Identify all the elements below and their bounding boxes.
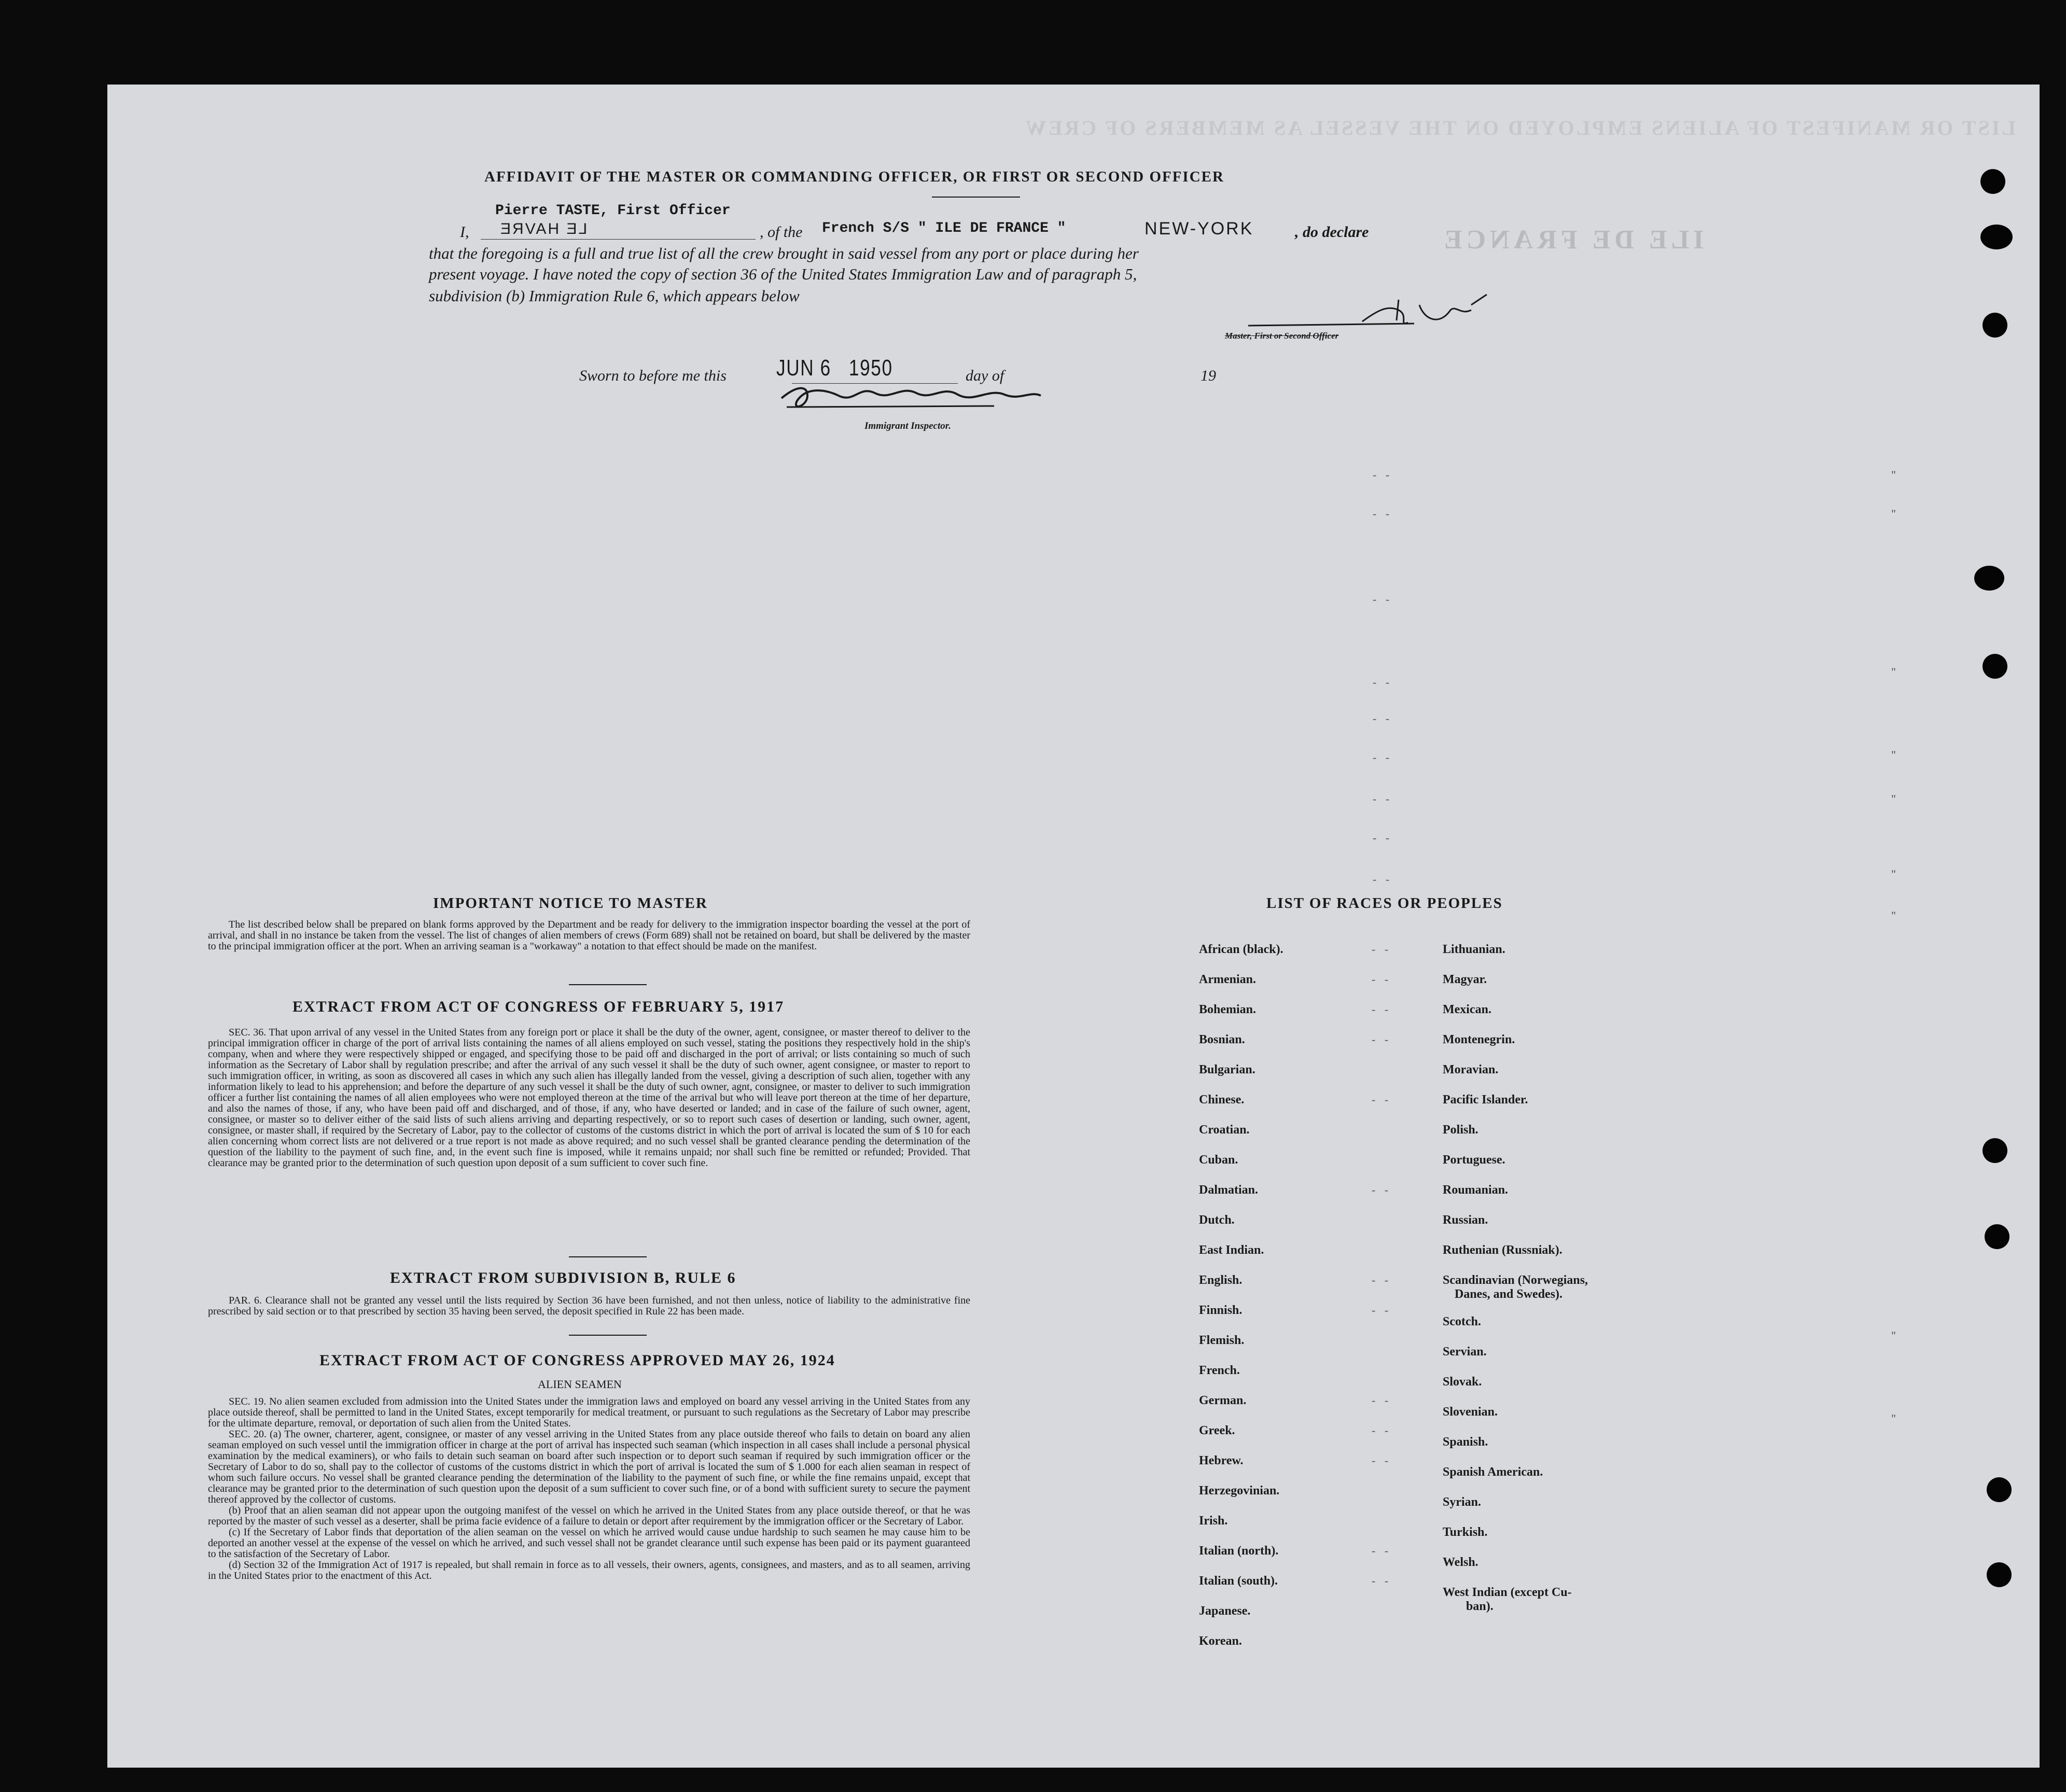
race-dash: - - (1372, 1394, 1392, 1407)
race-dash: - - (1372, 1003, 1392, 1016)
race-entry: Bulgarian. (1199, 1063, 1255, 1076)
race-entry: Korean. (1199, 1634, 1242, 1648)
declaration-i: I, (460, 223, 469, 241)
row-tick: " (1891, 507, 1896, 520)
date-stamp: JUN 6 1950 (776, 355, 893, 381)
race-entry: Turkish. (1443, 1525, 1488, 1539)
affidavit-title: AFFIDAVIT OF THE MASTER OR COMMANDING OFFICER, OR FIRST OR SECOND OFFICER (484, 169, 1224, 185)
race-entry: Italian (south). (1199, 1574, 1278, 1588)
race-entry: Magyar. (1443, 973, 1487, 986)
race-entry: Dalmatian. (1199, 1183, 1258, 1197)
binder-hole (1980, 169, 2005, 194)
row-tick: " (1891, 909, 1896, 922)
extract-rule6-title: EXTRACT FROM SUBDIVISION B, RULE 6 (390, 1269, 736, 1286)
race-entry: Portuguese. (1443, 1153, 1505, 1167)
race-entry: Lithuanian. (1443, 943, 1505, 956)
bleed-through-ship-name: ILE DE FRANCE (1440, 225, 1704, 255)
row-tick: " (1891, 1412, 1896, 1425)
row-mark: - - (1373, 468, 1393, 481)
row-tick: " (1891, 1329, 1896, 1342)
declaration-line-3: subdivision (b) Immigration Rule 6, which appears below (429, 287, 800, 305)
extract-rule6-paragraph: PAR. 6. Clearance shall not be granted any vessel until the lists required by Section 36 have been furnished, and not then unless, notice of liability to the administrative fine prescribed by said section or to that prescribed by section 35 having been served, the deposit specified in Rule 22 has been made. (208, 1295, 970, 1317)
extract-1917-title: EXTRACT FROM ACT OF CONGRESS OF FEBRUARY 5, 1917 (292, 998, 785, 1015)
port-stamp: LE HAVRE (499, 220, 588, 237)
declaration-of-the: , of the (760, 223, 803, 241)
row-mark: - - (1373, 676, 1393, 689)
race-entry: Servian. (1443, 1345, 1487, 1359)
day-of-text: day of (966, 367, 1004, 384)
race-entry: French. (1199, 1364, 1240, 1377)
race-entry: East Indian. (1199, 1243, 1264, 1257)
extract-1924-title: EXTRACT FROM ACT OF CONGRESS APPROVED MAY 26, 1924 (319, 1352, 835, 1369)
binder-hole (1980, 225, 2013, 249)
race-entry: Dutch. (1199, 1213, 1235, 1227)
declaration-line-1: that the foregoing is a full and true list of all the crew brought in said vessel from any port or place during her (429, 244, 1139, 262)
binder-hole (1983, 313, 2007, 338)
binder-hole (1987, 1562, 2012, 1587)
race-entry: Montenegrin. (1443, 1033, 1515, 1046)
race-entry: Bosnian. (1199, 1033, 1245, 1046)
race-entry: Slovak. (1443, 1375, 1482, 1389)
document-page (107, 85, 2040, 1768)
notice-title: IMPORTANT NOTICE TO MASTER (433, 895, 708, 912)
race-entry: African (black). (1199, 943, 1283, 956)
race-dash: - - (1372, 1093, 1392, 1106)
affidavit-rule (932, 197, 1020, 198)
race-dash: - - (1372, 1033, 1392, 1046)
race-dash: - - (1372, 973, 1392, 986)
race-entry: Ruthenian (Russniak). (1443, 1243, 1562, 1257)
race-entry: Flemish. (1199, 1334, 1245, 1347)
extract-1924-paragraph: SEC. 20. (a) The owner, charterer, agent, consignee, or master of any vessel arriving in the United States from any place outside thereof who fails to detain on board any alien seaman employed on such vessel until the immigration officer in charge at the port of arrival has inspected such seaman (which inspection in all cases shall include a personal physical examination by the medical examiners), or who fails to detain such seaman on board after such inspection or to deport such seaman if required by such immigration officer or the Secretary of Labor to do so, shall pay to the collector of customs of the customs district in which the port of arrival is located the sum of $ 1.000 for each alien seaman in respect of whom such failure occurs. No vessel shall be granted clearance pending the determination of the liability to the payment of such fine, or while the fine remains unpaid, except that clearance may be granted prior to the determination of such question upon the deposit of a sum sufficient to cover such fine, or of a bond with sufficient surety to secure the payment thereof approved by the collector of customs. (208, 1429, 970, 1505)
binder-hole (1983, 654, 2007, 679)
extract-1924-paragraph: (d) Section 32 of the Immigration Act of 1917 is repealed, but shall remain in force as to all vessels, their owners, agents, consignees, and masters, and as to all seamen, arriving in the United States prior to the enactment of this Act. (208, 1559, 970, 1581)
race-entry: Spanish. (1443, 1435, 1488, 1449)
race-entry: Japanese. (1199, 1604, 1251, 1618)
inspector-caption: Immigrant Inspector. (864, 421, 951, 431)
race-entry: Italian (north). (1199, 1544, 1279, 1558)
race-entry: Mexican. (1443, 1003, 1491, 1016)
race-dash: - - (1372, 1544, 1392, 1557)
binder-hole (1983, 1138, 2007, 1163)
race-entry: Herzegovinian. (1199, 1484, 1280, 1497)
row-mark: - - (1373, 712, 1393, 725)
notice-paragraph: The list described below shall be prepared on blank forms approved by the Department and be ready for delivery to the immigration inspector boarding the vessel at the port of arrival, and shall in no instance be taken from the vessel. The list of changes of alien members of crews (Form 689) shall not be retained on board, but shall be delivered by the master to the principal immigration officer at the port. When an arriving seaman is a "workaway" a notation to that effect should be made on the manifest. (208, 919, 970, 952)
row-mark: - - (1373, 873, 1393, 886)
race-entry: Spanish American. (1443, 1465, 1543, 1479)
race-entry: Moravian. (1443, 1063, 1499, 1076)
extract-1917-paragraph: SEC. 36. That upon arrival of any vessel in the United States from any foreign port or place it shall be the duty of the owner, agent, consignee, or master thereof to deliver to the principal immigration officer in charge of the port of arrival lists containing the names of all aliens employed on such vessel, stating the positions they respectively hold in the ship's company, when and where they were respectively shipped or engaged, and specifying those to be paid off and discharged in the port of arrival; or lists containing so much of such information as the Secretary of Labor shall by regulation prescribe; and after the arrival of any such vessel it shall be the duty of such owner, agent consignee, or master to report to such immigration officer, in writing, as soon as discovered all cases in which any such alien has illegally landed from the vessel, giving a description of such alien, together with any information likely to lead to his apprehension; and before the departure of any such vessel it shall be the duty of such owner, agnt, consignee, or master to deliver to such immigration officer a further list containing the names of all alien employees who were not employed thereon at the time of the arrival but who will leave port thereon at the time of her departure, and also the names of those, if any, who have been paid off and discharged, and of those, if any, who have deserted or landed; and in case of the failure of such owner, agent, consignee, or master so to deliver either of the said lists of such aliens arriving and departing respectively, or so to report such cases of desertion or landing, such owner, agent, consignee, or master shall, if required by the Secretary of Labor, pay to the collector of customs of the customs district in which the port of arrival is located the sum of $ 10 for each alien concerning whom correct lists are not delivered or a true report is not made as above required; and no such vessel shall be granted clearance pending the determination of the question of the liability to the payment of such fine, and, in the event such fine is imposed, while it remains unpaid; nor shall such fine be remitted or refunded; Provided. That clearance may be granted prior to the determination of such question upon deposit of a sum sufficient to cover such fine. (208, 1027, 970, 1169)
race-entry: Polish. (1443, 1123, 1478, 1137)
row-tick: " (1891, 867, 1896, 880)
notice-body (208, 919, 970, 952)
race-entry: ban). (1466, 1600, 1493, 1613)
row-mark: - - (1373, 507, 1393, 520)
race-entry: Pacific Islander. (1443, 1093, 1528, 1107)
binder-hole (1985, 1224, 2009, 1249)
extract-1917-body (208, 1027, 970, 1169)
extract-1924-subtitle: ALIEN SEAMEN (538, 1378, 622, 1391)
binder-hole (1987, 1477, 2012, 1502)
race-entry: Scandinavian (Norwegians, (1443, 1273, 1588, 1287)
race-entry: Finnish. (1199, 1304, 1243, 1317)
row-mark: - - (1373, 792, 1393, 805)
race-dash: - - (1372, 1424, 1392, 1437)
race-entry: Greek. (1199, 1424, 1235, 1437)
declaration-line-2: present voyage. I have noted the copy of section 36 of the United States Immigration Law and of paragraph 5, (429, 265, 1137, 283)
race-entry: Chinese. (1199, 1093, 1245, 1107)
row-mark: - - (1373, 831, 1393, 844)
destination-stamp: NEW-YORK (1144, 219, 1254, 239)
extract-1924-paragraph: (b) Proof that an alien seaman did not appear upon the outgoing manifest of the vessel on which he arrived in the United States from any place outside thereof, or that he was reported by the master of such vessel as a deserter, shall be prima facie evidence of a failure to detain or deport after requirement by the immigration officer or the Secretary of Labor. (208, 1505, 970, 1527)
extract-1924-body (208, 1396, 970, 1581)
race-entry: Danes, and Swedes). (1455, 1287, 1563, 1301)
officer-typed: Pierre TASTE, First Officer (495, 203, 731, 219)
race-entry: Irish. (1199, 1514, 1228, 1528)
port-blank-line (481, 239, 756, 240)
declaration-do-declare: , do declare (1295, 223, 1369, 241)
race-entry: West Indian (except Cu- (1443, 1586, 1572, 1599)
race-dash: - - (1372, 1574, 1392, 1587)
race-entry: Russian. (1443, 1213, 1488, 1227)
race-entry: Roumanian. (1443, 1183, 1509, 1197)
race-entry: Hebrew. (1199, 1454, 1244, 1467)
race-dash: - - (1372, 1304, 1392, 1317)
race-entry: Cuban. (1199, 1153, 1238, 1167)
inspector-signature (776, 375, 1067, 422)
row-tick: " (1891, 468, 1896, 481)
race-entry: Croatian. (1199, 1123, 1250, 1137)
race-dash: - - (1372, 1273, 1392, 1286)
year-prefix: 19 (1200, 367, 1216, 384)
row-mark: - - (1373, 593, 1393, 606)
bleed-through-header: LIST OR MANIFEST OF ALIENS EMPLOYED ON THE VESSEL AS MEMBERS OF CREW (1023, 116, 2016, 139)
race-dash: - - (1372, 1454, 1392, 1467)
races-title: LIST OF RACES OR PEOPLES (1266, 895, 1503, 912)
race-entry: Slovenian. (1443, 1405, 1498, 1419)
race-entry: Armenian. (1199, 973, 1256, 986)
sworn-text: Sworn to before me this (579, 367, 727, 384)
row-tick: " (1891, 665, 1896, 678)
row-tick: " (1891, 792, 1896, 805)
signature-caption: Master, First or Second Officer (1225, 331, 1339, 341)
row-mark: - - (1373, 751, 1393, 764)
race-entry: Bohemian. (1199, 1003, 1257, 1016)
section-rule (569, 984, 647, 985)
row-tick: " (1891, 748, 1896, 761)
vessel-typed: French S/S " ILE DE FRANCE " (822, 220, 1066, 236)
section-rule (569, 1335, 647, 1336)
race-entry: Welsh. (1443, 1556, 1478, 1569)
race-dash: - - (1372, 943, 1392, 956)
race-entry: Scotch. (1443, 1315, 1481, 1328)
binder-hole (1974, 566, 2004, 591)
extract-1924-paragraph: (c) If the Secretary of Labor finds that deportation of the alien seaman on the vessel on which he arrived would cause undue hardship to such seamen he may cause him to be deported an another vessel at the expense of the vessel on which he arrived, and such vessel shall not be grandet clearance until such expense has been paid or its payment guaranteed to the satisfaction of the Secretary of Labor. (208, 1527, 970, 1560)
section-rule (569, 1256, 647, 1257)
race-dash: - - (1372, 1183, 1392, 1196)
extract-1924-paragraph: SEC. 19. No alien seamen excluded from admission into the United States under the immigration laws and employed on board any vessel arriving in the United States from any place outside thereof, shall be permitted to land in the United States, except temporarily for medical treatment, or pursuant to such regulations as the Secretary of Labor may prescribe for the ultimate departure, removal, or deportation of such alien from the United States. (208, 1396, 970, 1429)
race-entry: Syrian. (1443, 1495, 1482, 1509)
race-entry: English. (1199, 1273, 1243, 1287)
extract-rule6-body (208, 1295, 970, 1317)
race-entry: German. (1199, 1394, 1247, 1407)
